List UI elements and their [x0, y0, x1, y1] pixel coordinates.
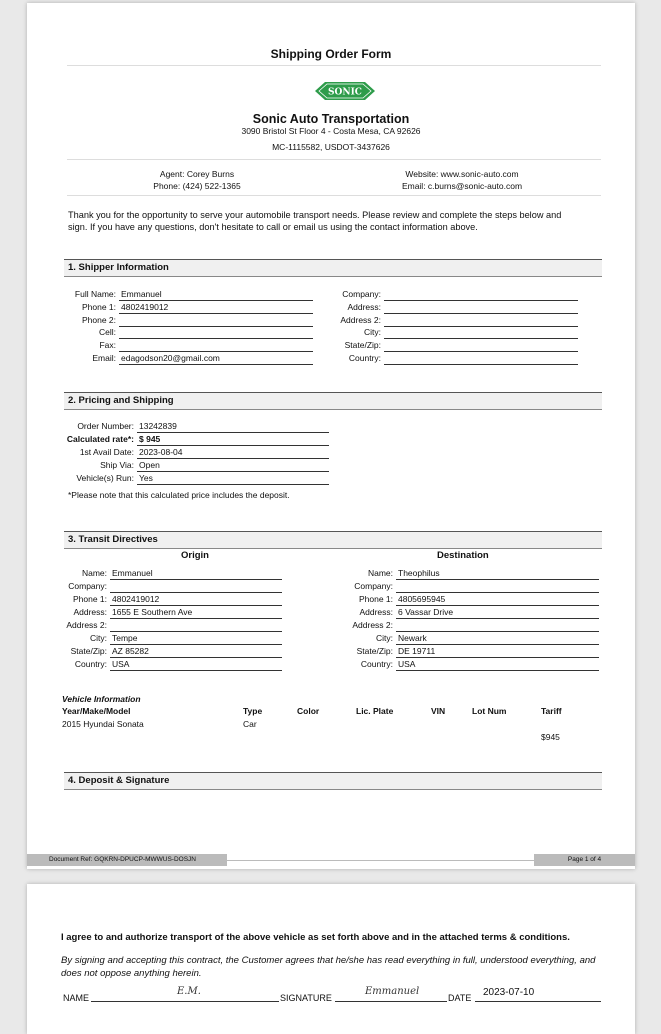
- agent-phone: Phone: (424) 522-1365: [153, 181, 241, 191]
- company-ids: MC-1115582, USDOT-3437626: [272, 142, 390, 152]
- field-label: Ship Via:: [100, 460, 134, 470]
- company-web-contact: [377, 168, 547, 192]
- field-value[interactable]: Yes: [137, 473, 329, 485]
- field-label: Name:: [81, 568, 107, 578]
- field-label: Address:: [347, 301, 381, 312]
- website[interactable]: Website: www.sonic-auto.com: [405, 169, 519, 179]
- agent-contact: [117, 168, 277, 192]
- field-label: Phone 1:: [72, 594, 107, 604]
- field-value[interactable]: Emmanuel: [110, 568, 282, 580]
- field-label: Address 2:: [340, 314, 381, 325]
- field-label: Phone 1:: [358, 594, 393, 604]
- field-label: Address:: [73, 607, 107, 617]
- section-transit-header: [64, 531, 602, 549]
- field-label: Address:: [359, 607, 393, 617]
- doc-ref-footer: [27, 854, 227, 866]
- field-label: Name:: [367, 568, 393, 578]
- field-label: Country:: [360, 659, 393, 669]
- sonic-logo: [313, 79, 377, 103]
- field-label: State/Zip:: [70, 646, 107, 656]
- field-value[interactable]: 6 Vassar Drive: [396, 607, 599, 619]
- field-value[interactable]: [119, 315, 313, 327]
- field-label: Order Number:: [77, 421, 134, 431]
- vehicle-col-header: Lot Num: [472, 706, 507, 716]
- origin-title: Origin: [181, 550, 209, 561]
- field-label: Vehicle(s) Run:: [76, 473, 134, 483]
- signature-label: SIGNATURE: [280, 993, 332, 1003]
- field-label: Company:: [354, 581, 393, 591]
- divider: [67, 195, 601, 196]
- pricing-note: *Please note that this calculated price includes the deposit.: [68, 490, 290, 500]
- field-value[interactable]: [384, 353, 578, 365]
- form-title: Shipping Order Form: [270, 47, 392, 61]
- field-label: Company:: [68, 581, 107, 591]
- field-label: Country:: [348, 353, 381, 363]
- field-value[interactable]: USA: [396, 659, 599, 671]
- agreement-text: I agree to and authorize transport of the above vehicle as set forth above and in the attached terms & conditions.: [61, 932, 570, 943]
- field-label: City:: [364, 327, 381, 338]
- field-value[interactable]: [396, 581, 599, 593]
- field-value[interactable]: Newark: [396, 633, 599, 645]
- date-label: DATE: [448, 993, 472, 1003]
- field-label: Fax:: [99, 340, 116, 351]
- vehicle-col-header: Lic. Plate: [356, 706, 394, 716]
- field-label: Full Name:: [74, 289, 116, 299]
- field-value[interactable]: 4802419012: [119, 302, 313, 314]
- field-label: City:: [90, 633, 107, 643]
- field-value[interactable]: [384, 315, 578, 327]
- vehicle-col-header: Color: [297, 706, 320, 716]
- document-page-1: [27, 3, 635, 869]
- section-title: 1. Shipper Information: [68, 262, 169, 273]
- company-name: Sonic Auto Transportation: [252, 112, 410, 126]
- section-shipper-header: [64, 259, 602, 277]
- section-deposit-header: [64, 772, 602, 790]
- vehicle-col-header: VIN: [431, 706, 446, 716]
- field-value[interactable]: 4805695945: [396, 594, 599, 606]
- date-field[interactable]: [475, 985, 601, 1002]
- intro-text: Thank you for the opportunity to serve your automobile transport needs. Please review and complete the steps below and sign. If you have any questions, don't hesitate to call or email us using the contact information above.: [68, 210, 562, 232]
- agreement-statement: By signing and accepting this contract, the Customer agrees that he/she has read everything in full, understood everything, and does not oppose anything herein.: [61, 955, 596, 979]
- field-label: Address 2:: [352, 620, 393, 630]
- signature-field[interactable]: [335, 985, 447, 1002]
- field-label: City:: [376, 633, 393, 643]
- name-field[interactable]: [91, 985, 279, 1002]
- field-label: 1st Avail Date:: [79, 447, 134, 457]
- field-value[interactable]: [384, 327, 578, 339]
- field-value[interactable]: Theophilus: [396, 568, 599, 580]
- divider: [67, 65, 601, 66]
- field-value[interactable]: [396, 620, 599, 632]
- vehicle-col-header: Tariff: [541, 706, 562, 716]
- section-pricing-header: [64, 392, 602, 410]
- name-value: E.M.: [177, 986, 201, 997]
- vehicle-col-header: Type: [243, 706, 263, 716]
- field-label: Calculated rate*:: [66, 434, 134, 444]
- date-value: 2023-07-10: [483, 987, 535, 998]
- field-value[interactable]: edagodson20@gmail.com: [119, 353, 313, 365]
- field-value[interactable]: [110, 620, 282, 632]
- destination-title: Destination: [437, 550, 489, 561]
- field-value[interactable]: AZ 85282: [110, 646, 282, 658]
- field-label: Country:: [74, 659, 107, 669]
- divider: [67, 159, 601, 160]
- field-value[interactable]: 1655 E Southern Ave: [110, 607, 282, 619]
- field-value[interactable]: $ 945: [137, 434, 329, 446]
- field-label: Phone 2:: [81, 314, 116, 325]
- section-title: 4. Deposit & Signature: [68, 775, 170, 786]
- field-value[interactable]: Open: [137, 460, 329, 472]
- vehicle-col-header: Year/Make/Model: [62, 706, 131, 716]
- field-value[interactable]: 13242839: [137, 421, 329, 433]
- field-value[interactable]: [384, 340, 578, 352]
- field-label: Phone 1:: [81, 301, 116, 312]
- field-label: Cell:: [98, 327, 116, 338]
- document-page-2: [27, 884, 635, 1034]
- field-value[interactable]: 2023-08-04: [137, 447, 329, 459]
- agent-name: Agent: Corey Burns: [159, 169, 235, 179]
- field-label: Company:: [342, 289, 381, 299]
- vehicle-cell: 2015 Hyundai Sonata: [62, 719, 144, 729]
- name-label: NAME: [63, 993, 90, 1003]
- field-label: State/Zip:: [344, 340, 381, 351]
- field-label: Address 2:: [66, 620, 107, 630]
- field-value[interactable]: [110, 581, 282, 593]
- vehicle-section-title: Vehicle Information: [62, 694, 141, 704]
- section-title: 3. Transit Directives: [68, 534, 158, 545]
- page-number-footer: [534, 854, 635, 866]
- field-value[interactable]: USA: [110, 659, 282, 671]
- vehicle-cell: Car: [243, 719, 257, 729]
- section-title: 2. Pricing and Shipping: [68, 395, 174, 406]
- email-link[interactable]: Email: c.burns@sonic-auto.com: [401, 181, 523, 191]
- field-value[interactable]: Tempe: [110, 633, 282, 645]
- field-value[interactable]: Emmanuel: [119, 289, 313, 301]
- field-value[interactable]: [119, 327, 313, 339]
- field-value[interactable]: [384, 302, 578, 314]
- footer-rule: [227, 860, 534, 861]
- page-number: Page 1 of 4: [567, 856, 602, 863]
- field-value[interactable]: [384, 289, 578, 301]
- signature-value: Emmanuel: [365, 986, 420, 997]
- company-address: 3090 Bristol St Floor 4 - Costa Mesa, CA 92626: [241, 126, 421, 136]
- field-label: Email:: [92, 353, 116, 363]
- field-value[interactable]: DE 19711: [396, 646, 599, 658]
- doc-ref: Document Ref: GQKRN-DPUCP-MWWUS-DOSJN: [49, 856, 196, 863]
- field-value[interactable]: 4802419012: [110, 594, 282, 606]
- field-label: State/Zip:: [356, 646, 393, 656]
- vehicle-tariff: $945: [541, 732, 560, 742]
- field-value[interactable]: [119, 340, 313, 352]
- logo-text: SONIC: [328, 87, 362, 98]
